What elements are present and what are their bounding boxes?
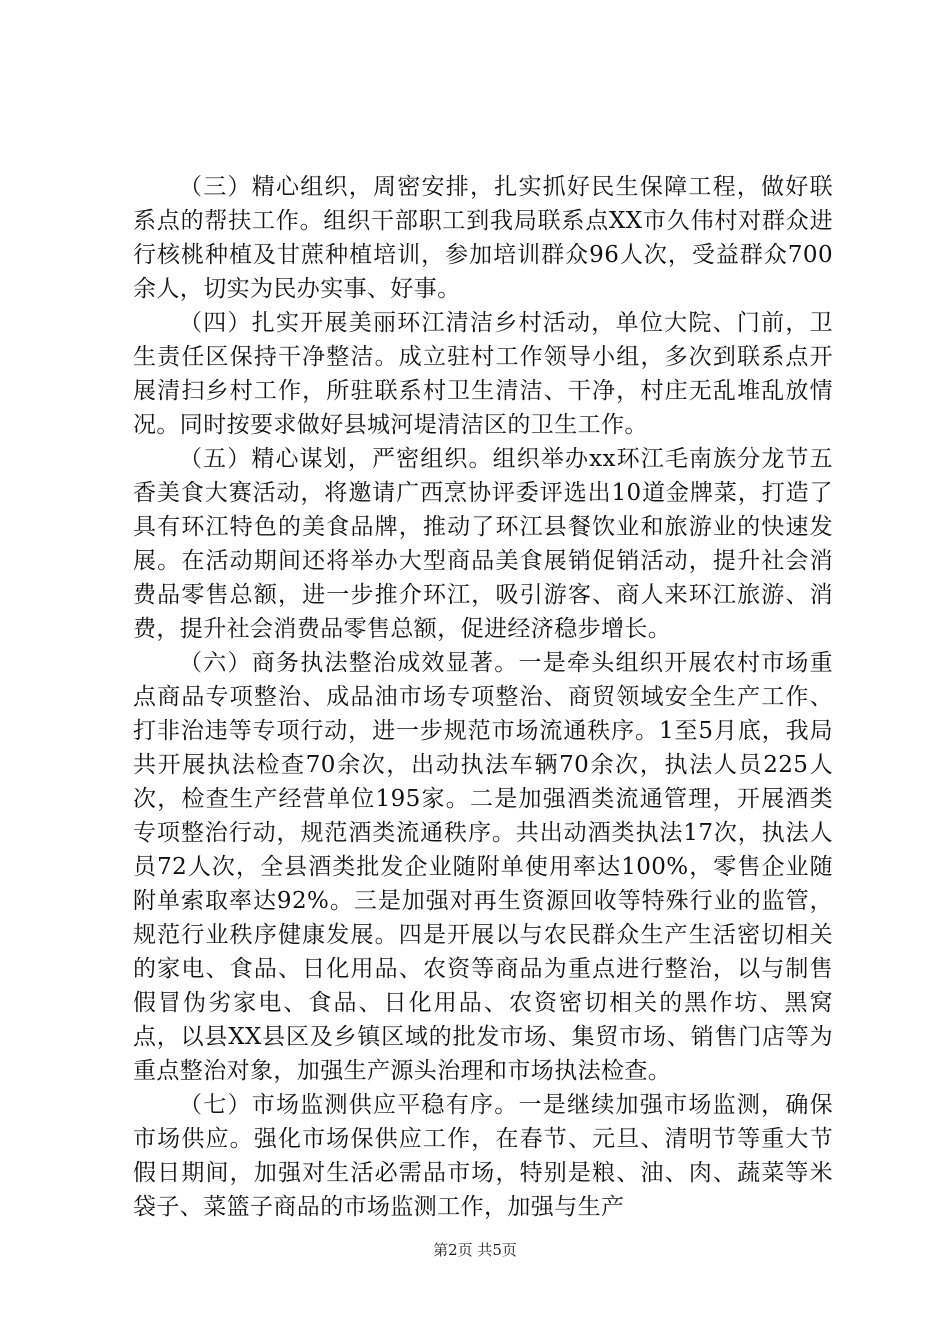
page-number-footer: 第2页 共5页 <box>433 1241 517 1259</box>
paragraph-section-7: （七）市场监测供应平稳有序。一是继续加强市场监测，确保市场供应。强化市场保供应工作，在春节、元旦、清明节等重大节假日期间，加强对生活必需品市场，特别是粮、油、肉、蔬菜等米袋子、菜篮子商品的市场监测工作，加强与生产 <box>133 1092 833 1220</box>
paragraph-section-3: （三）精心组织，周密安排，扎实抓好民生保障工程，做好联系点的帮扶工作。组织干部职工到我局联系点XX市久伟村对群众进行核桃种植及甘蔗种植培训，参加培训群众96人次，受益群众700余人，切实为民办实事、好事。 <box>133 174 833 302</box>
paragraph-section-4: （四）扎实开展美丽环江清洁乡村活动，单位大院、门前，卫生责任区保持干净整洁。成立驻村工作领导小组，多次到联系点开展清扫乡村工作，所驻联系村卫生清洁、干净，村庄无乱堆乱放情况。同时按要求做好县城河堤清洁区的卫生工作。 <box>133 310 833 438</box>
paragraph-section-5: （五）精心谋划，严密组织。组织举办xx环江毛南族分龙节五香美食大赛活动，将邀请广西烹协评委评选出10道金牌菜，打造了具有环江特色的美食品牌，推动了环江县餐饮业和旅游业的快速发展。在活动期间还将举办大型商品美食展销促销活动，提升社会消费品零售总额，进一步推介环江，吸引游客、商人来环江旅游、消费，提升社会消费品零售总额，促进经济稳步增长。 <box>133 446 833 642</box>
paragraph-section-6: （六）商务执法整治成效显著。一是牵头组织开展农村市场重点商品专项整治、成品油市场专项整治、商贸领域安全生产工作、打非治违等专项行动，进一步规范市场流通秩序。1至5月底，我局共开展执法检查70余次，出动执法车辆70余次，执法人员225人次，检查生产经营单位195家。二是加强酒类流通管理，开展酒类专项整治行动，规范酒类流通秩序。共出动酒类执法17次，执法人员72人次，全县酒类批发企业随附单使用率达100%，零售企业随附单索取率达92%。三是加强对再生资源回收等特殊行业的监管，规范行业秩序健康发展。四是开展以与农民群众生产生活密切相关的家电、食品、日化用品、农资等商品为重点进行整治，以与制售假冒伪劣家电、食品、日化用品、农资密切相关的黑作坊、黑窝点，以县XX县区及乡镇区域的批发市场、集贸市场、销售门店等为重点整治对象，加强生产源头治理和市场执法检查。 <box>133 650 833 1084</box>
document-body <box>133 170 833 1224</box>
